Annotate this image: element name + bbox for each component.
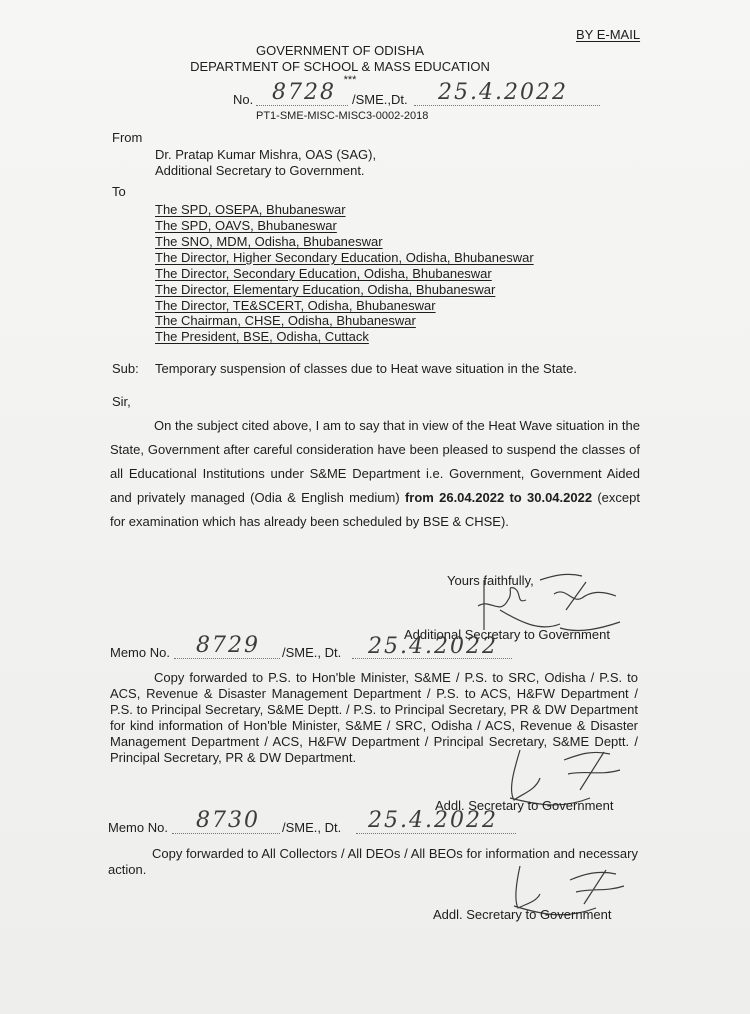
recipient-item: The Director, Elementary Education, Odisha, Bhubaneswar: [155, 282, 496, 297]
letter-no-dots: [256, 105, 348, 106]
memo2-paragraph: Copy forwarded to All Collectors / All DEOs / All BEOs for information and necessary action.: [108, 846, 638, 877]
memo1-label: Memo No.: [110, 645, 170, 660]
recipient-item: The Director, Secondary Education, Odisha, Bhubaneswar: [155, 266, 492, 281]
government-title: GOVERNMENT OF ODISHA: [255, 43, 425, 58]
recipient-item: The President, BSE, Odisha, Cuttack: [155, 329, 369, 344]
recipient-item: The Chairman, CHSE, Odisha, Bhubaneswar: [155, 313, 416, 328]
memo1-sme-dt-label: /SME., Dt.: [282, 645, 342, 660]
memo1-no-dots: [174, 658, 280, 659]
closing: Yours faithfully,: [447, 573, 534, 588]
memo2-date-dots: [356, 833, 516, 834]
from-label: From: [112, 130, 143, 145]
recipient-item: The SPD, OSEPA, Bhubaneswar: [155, 202, 346, 217]
salutation: Sir,: [112, 394, 131, 409]
recipient-item: The Director, TE&SCERT, Odisha, Bhubaneswar: [155, 298, 436, 313]
signature-title-1: Additional Secretary to Government: [404, 627, 610, 642]
recipient-item: The Director, Higher Secondary Education, Odisha, Bhubaneswar: [155, 250, 534, 265]
memo2-label: Memo No.: [108, 820, 168, 835]
body-date-range: from 26.04.2022 to 30.04.2022: [404, 490, 593, 505]
letter-no-label: No.: [233, 92, 254, 107]
body-text-part2: (except for examination which has already been scheduled by BSE & CHSE).: [110, 490, 640, 529]
subject-text: Temporary suspension of classes due to Heat wave situation in the State.: [155, 361, 578, 376]
memo2-signature-title: Addl. Secretary to Government: [433, 907, 612, 922]
body-text-part1: On the subject cited above, I am to say that in view of the Heat Wave situation in the State, Government after careful consideration have been pleased to suspend the classes of all Educational Institutions under S&ME Department i.e. Government, Government Aided and privately managed (Odia & English medium): [110, 418, 640, 505]
from-designation: Additional Secretary to Government.: [155, 163, 365, 178]
memo1-no-value: 8729: [196, 633, 260, 658]
body-paragraph: [110, 414, 640, 534]
memo2-sme-dt-label: /SME., Dt.: [282, 820, 342, 835]
recipient-item: The SNO, MDM, Odisha, Bhubaneswar: [155, 234, 383, 249]
to-label: To: [112, 184, 126, 199]
memo1-paragraph: Copy forwarded to P.S. to Hon'ble Minister, S&ME / P.S. to SRC, Odisha / P.S. to ACS, Revenue & Disaster Management Department / P.S. to ACS, H&FW Department / P.S. to Principal Secretary, S&ME Deptt. / P.S. to Principal Secretary, PR & DW Department for kind information of Hon'ble Minister, S&ME / SRC, Odisha / ACS, Revenue & Disaster Management Department / ACS, H&FW Department / Principal Secretary, S&ME Deptt. / Principal Secretary, PR & DW Department.: [110, 670, 638, 765]
from-name: Dr. Pratap Kumar Mishra, OAS (SAG),: [155, 147, 377, 162]
letter-no-value: 8728: [272, 80, 336, 105]
header-stars: ***: [343, 74, 357, 86]
memo1-signature-title: Addl. Secretary to Government: [435, 798, 614, 813]
letter-date-value: 25.4.2022: [438, 80, 568, 105]
memo1-date-value: 25.4.2022: [368, 634, 498, 659]
recipient-item: The SPD, OAVS, Bhubaneswar: [155, 218, 337, 233]
letter-date-dots: [414, 105, 600, 106]
subject-label: Sub:: [112, 361, 139, 376]
memo2-no-dots: [172, 833, 280, 834]
mode-label: BY E-MAIL: [576, 27, 641, 42]
memo2-date-value: 25.4.2022: [368, 808, 498, 833]
memo2-no-value: 8730: [196, 808, 260, 833]
department-title: DEPARTMENT OF SCHOOL & MASS EDUCATION: [190, 59, 490, 74]
file-reference: PT1-SME-MISC-MISC3-0002-2018: [256, 110, 429, 122]
letter-sme-dt-label: /SME.,Dt.: [352, 92, 408, 107]
